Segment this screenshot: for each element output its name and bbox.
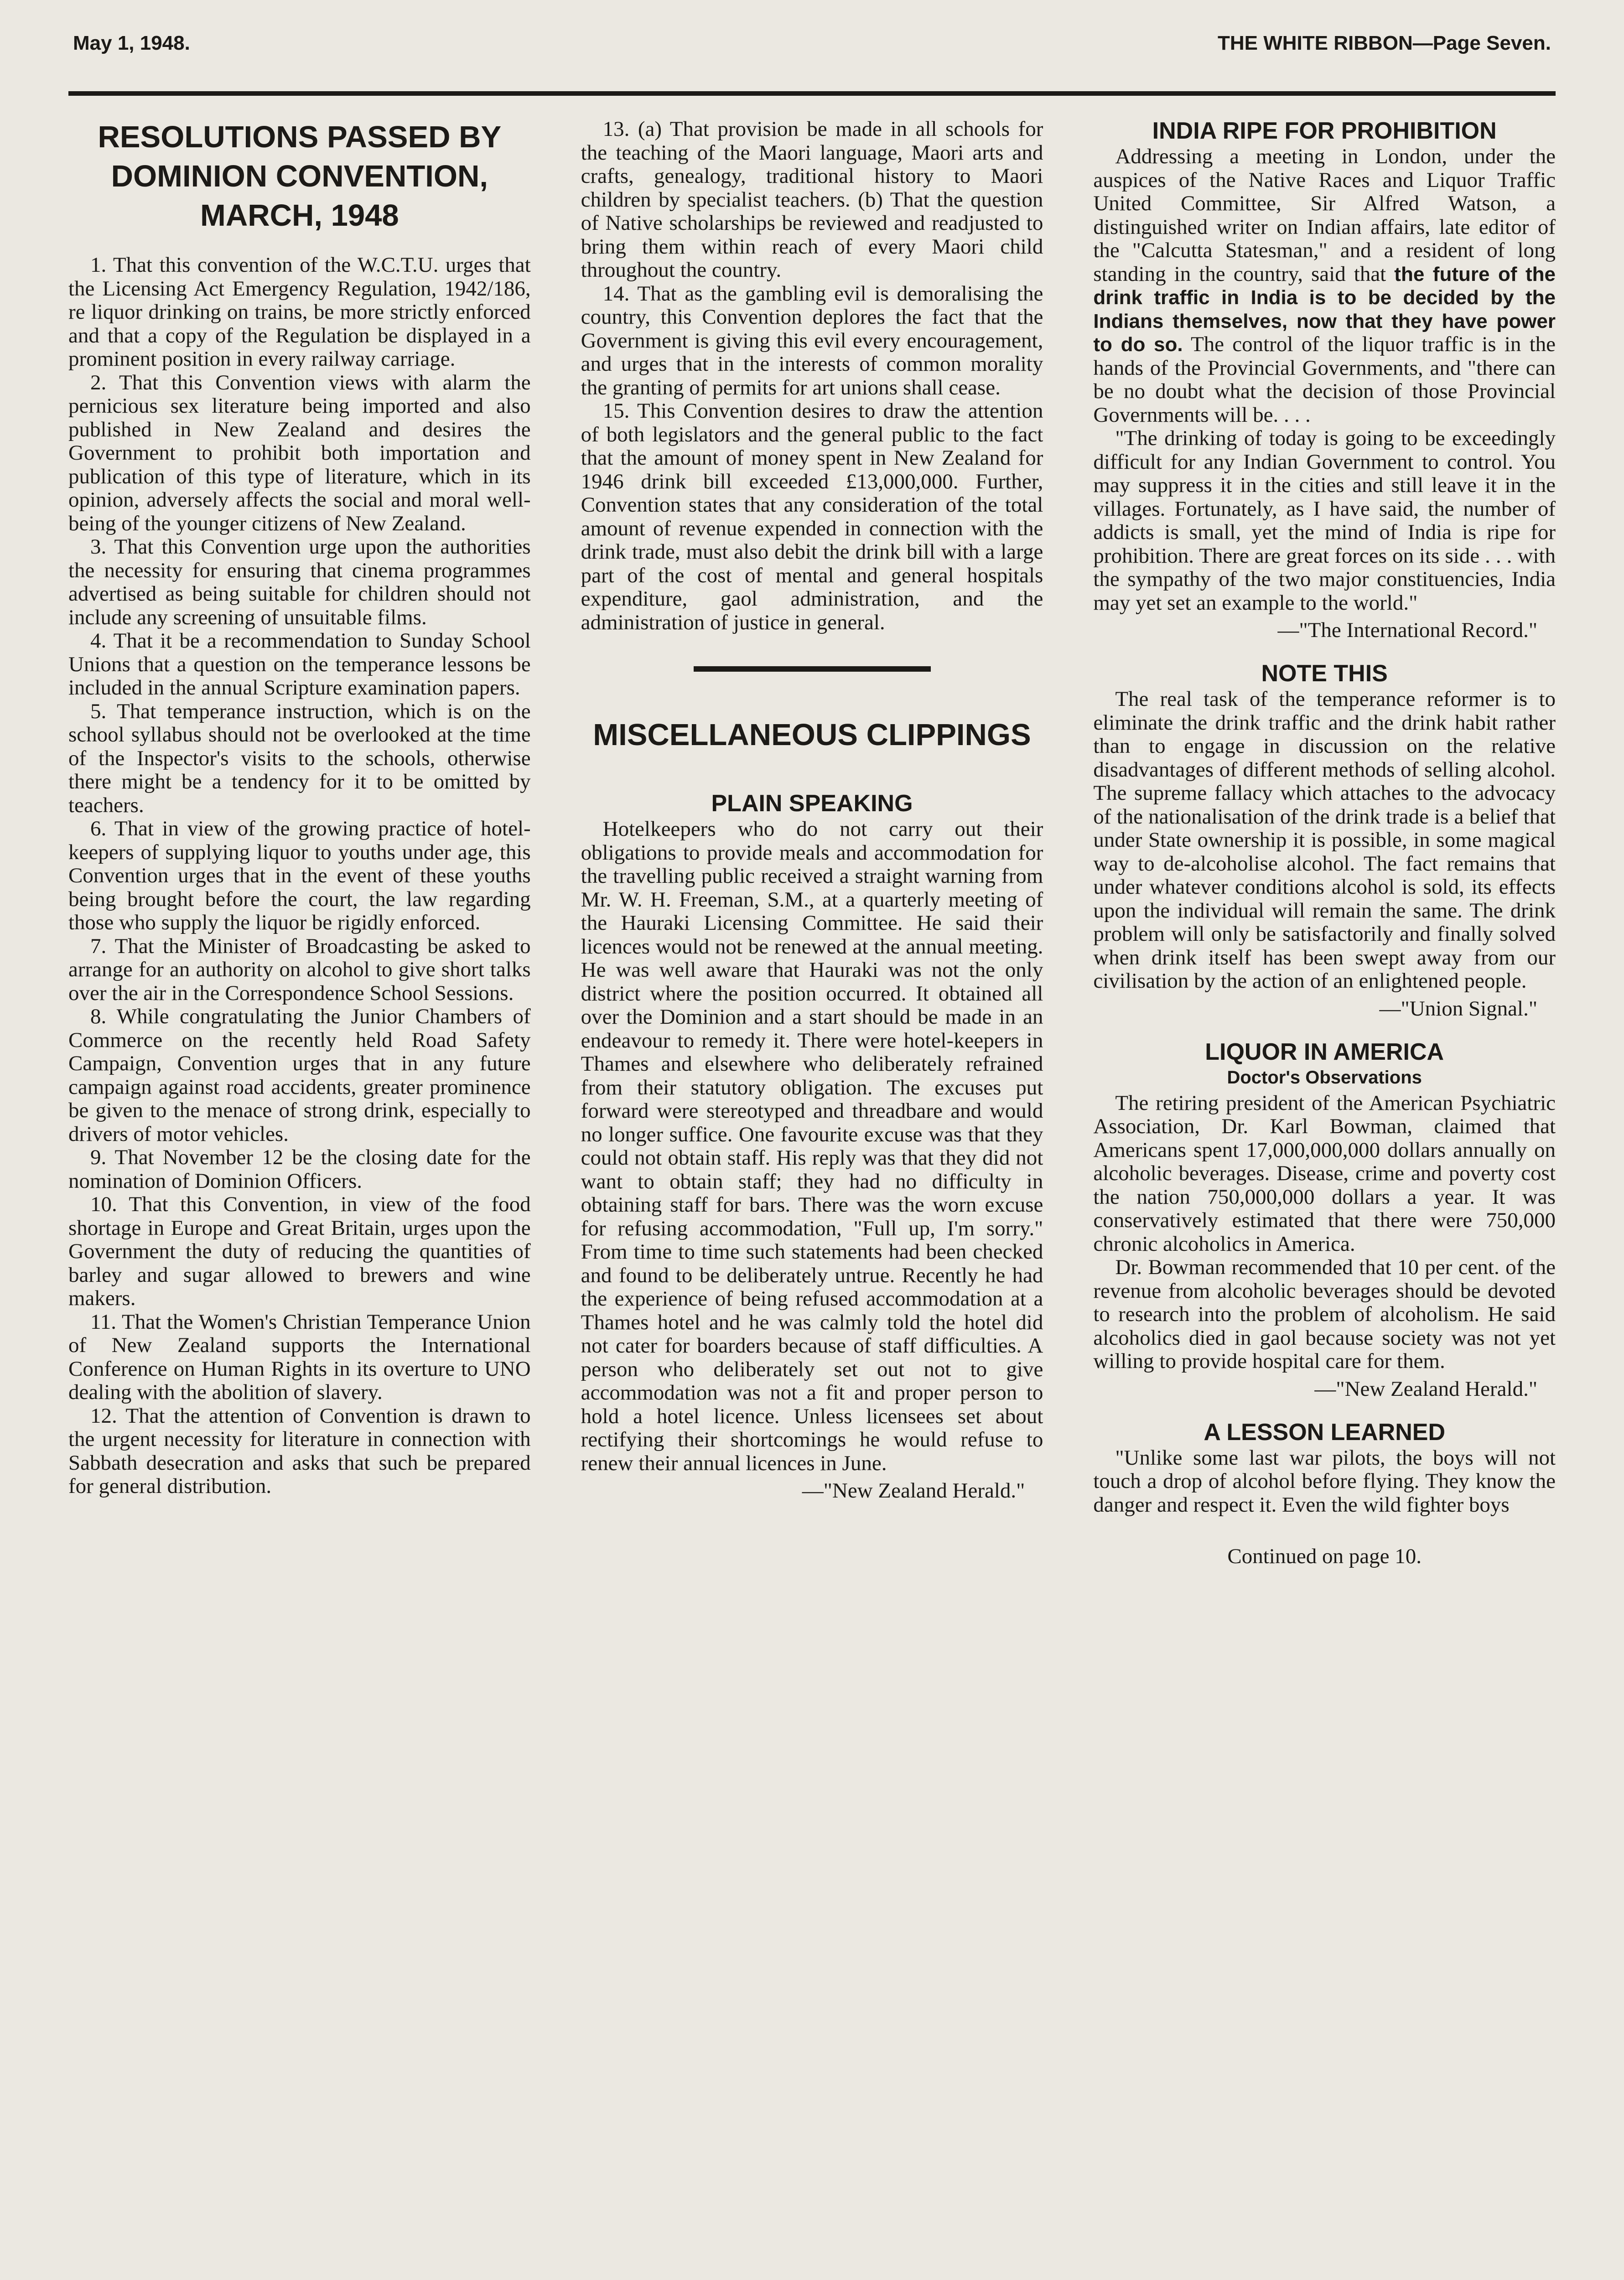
resolution-item: 5. That temperance instruction, which is on the school syllabus should not be overlooked at the time of the Inspector's visits to the schools, otherwise there might be a tendency for it to be omitted by teachers. — [68, 699, 531, 817]
india-paragraph-1 — [1093, 145, 1556, 427]
resolution-item: 1. That this convention of the W.C.T.U. urges that the Licensing Act Emergency Regulation, 1942/186, re liquor drinking on trains, be more strictly enforced and that a copy of the Regulation be displayed in a prominent position in every railway carriage. — [68, 253, 531, 371]
column-middle — [581, 118, 1043, 1569]
running-header — [68, 32, 1556, 64]
liquor-america-subheading: Doctor's Observations — [1227, 1067, 1422, 1088]
column-left — [68, 118, 531, 1569]
resolution-item: 12. That the attention of Convention is drawn to the urgent necessity for literature in connection with Sabbath desecration and asks that such be prepared for general distribution. — [68, 1404, 531, 1498]
india-paragraph-2: "The drinking of today is going to be exceedingly difficult for any Indian Government to control. You may suppress it in the cities and still leave it in the villages. Fortunately, as I have said, the number of addicts is small, yet the mind of India is ripe for prohibition. There are great forces on its side . . . with the sympathy of the two major constituencies, India may yet set an example to the world." — [1093, 426, 1556, 615]
india-text-before: Addressing a meeting in London, under the auspices of the Native Races and Liquor Traffic United Committee, Sir Alfred Watson, a distinguished writer on Indian affairs, late editor of the "Calcutta Statesman," and a resident of long standing in the country, said that — [1093, 145, 1556, 286]
india-credit: —"The International Record." — [1277, 618, 1538, 642]
resolution-item: 7. That the Minister of Broadcasting be asked to arrange for an authority on alcohol to give short talks over the air in the Correspondence School Sessions. — [68, 934, 531, 1005]
columns — [68, 118, 1556, 1569]
lesson-heading: A LESSON LEARNED — [1204, 1419, 1446, 1446]
note-this-credit: —"Union Signal." — [1379, 996, 1538, 1021]
resolution-item: 4. That it be a recommendation to Sunday School Unions that a question on the temperance lessons be included in the annual Scripture examination papers. — [68, 629, 531, 700]
resolutions-title: RESOLUTIONS PASSED BY DOMINION CONVENTION, MARCH, 1948 — [98, 120, 502, 233]
resolution-item: 9. That November 12 be the closing date for the nomination of Dominion Officers. — [68, 1145, 531, 1193]
issue-date: May 1, 1948. — [73, 32, 190, 54]
liquor-america-heading: LIQUOR IN AMERICA — [1205, 1038, 1444, 1065]
plain-speaking-credit: —"New Zealand Herald." — [802, 1479, 1025, 1503]
lesson-body: "Unlike some last war pilots, the boys will not touch a drop of alcohol before flying. They know the danger and respect it. Even the wild fighter boys — [1093, 1446, 1556, 1517]
resolution-item: 13. (a) That provision be made in all schools for the teaching of the Maori language, Maori arts and crafts, genealogy, traditional history to Maori children by specialist teachers. (b) That the question of Native scholarships be reviewed and readjusted to bring them within reach of every Maori child throughout the country. — [581, 117, 1043, 282]
resolution-item: 3. That this Convention urge upon the authorities the necessity for ensuring that cinema programmes advertised as being suitable for children should not include any screening of unsuitable films. — [68, 535, 531, 629]
liquor-america-p2: Dr. Bowman recommended that 10 per cent. of the revenue from alcoholic beverages should be devoted to research into the problem of alcoholism. He said alcoholics died in gaol because society was not yet willing to provide hospital care for them. — [1093, 1255, 1556, 1373]
continued-note: Continued on page 10. — [1227, 1544, 1422, 1568]
plain-speaking-heading: PLAIN SPEAKING — [711, 790, 913, 817]
resolution-item: 14. That as the gambling evil is demoralising the country, this Convention deplores the fact that the Government is giving this evil every encouragement, and urges that in the interests of common morality the granting of permits for art unions shall cease. — [581, 281, 1043, 399]
liquor-america-credit: —"New Zealand Herald." — [1314, 1377, 1538, 1401]
column-right — [1093, 118, 1556, 1569]
section-divider — [694, 666, 931, 672]
india-text-after: The control of the liquor traffic is in the hands of the Provincial Governments, and "there can be no doubt what the decision of those Provincial Governments will be. . . . — [1093, 332, 1556, 427]
resolution-item: 11. That the Women's Christian Temperance Union of New Zealand supports the International Conference on Human Rights in its overture to UNO dealing with the abolition of slavery. — [68, 1310, 531, 1404]
resolution-item: 2. That this Convention views with alarm the pernicious sex literature being imported and also published in New Zealand and desires the Government to prohibit both importation and publication of this type of literature, which in its opinion, adversely affects the social and moral well-being of the younger citizens of New Zealand. — [68, 370, 531, 535]
header-rule — [68, 91, 1556, 96]
resolution-item: 8. While congratulating the Junior Chambers of Commerce on the recently held Road Safety Campaign, Convention urges that in any future campaign against road accidents, greater prominence be given to the menace of strong drink, especially to drivers of motor vehicles. — [68, 1005, 531, 1146]
resolution-item: 6. That in view of the growing practice of hotel-keepers of supplying liquor to youths under age, this Convention urges that in the event of these youths being brought before the court, the law regarding those who supply the liquor be rigidly enforced. — [68, 817, 531, 934]
resolution-item: 15. This Convention desires to draw the attention of both legislators and the general public to the fact that the amount of money spent in New Zealand for 1946 drink bill exceeded £13,000,000. Further, Convention states that any consideration of the total amount of revenue expended in connection with the drink trade, must also debit the drink bill with a large part of the cost of mental and general hospitals expenditure, gaol administration, and the administration of justice in general. — [581, 399, 1043, 634]
plain-speaking-body: Hotelkeepers who do not carry out their obligations to provide meals and accommodation for the travelling public received a straight warning from Mr. W. H. Freeman, S.M., at a quarterly meeting of the Hauraki Licensing Committee. He said their licences would not be renewed at the annual meeting. He was well aware that Hauraki was not the only district where the position occurred. It obtained all over the Dominion and a start should be made in an endeavour to remedy it. There were hotel-keepers in Thames and elsewhere who deliberately refrained from their statutory obligation. The excuses put forward were stereotyped and threadbare and would no longer suffice. One favourite excuse was that they could not obtain staff. His reply was that they did not want to obtain staff; they had no difficulty in obtaining staff for bars. There was the worn excuse for refusing accommodation, "Full up, I'm sorry." From time to time such statements had been checked and found to be deliberately untrue. Recently he had the experience of being refused accommodation at a Thames hotel and he was calmly told the hotel did not cater for boarders because of staff difficulties. A person who deliberately set out not to give accommodation was not a fit and proper person to hold a hotel licence. Unless licensees set about rectifying their shortcomings he would refuse to renew their annual licences in June. — [581, 817, 1043, 1475]
liquor-america-p1: The retiring president of the American Psychiatric Association, Dr. Karl Bowman, claimed that Americans spent 17,000,000,000 dollars annually on alcoholic beverages. Disease, crime and poverty cost the nation 750,000,000 dollars a year. It was conservatively estimated that there were 750,000 chronic alcoholics in America. — [1093, 1091, 1556, 1256]
note-this-body: The real task of the temperance reformer is to eliminate the drink traffic and the drink habit rather than to engage in discussion on the relative disadvantages of different methods of selling alcohol. The supreme fallacy which attaches to the advocacy of the nationalisation of the drink trade is a belief that under State ownership it is possible, in some magical way to de-alcoholise alcohol. The fact remains that under whatever conditions alcohol is sold, its effects upon the individual will remain the same. The drink problem will only be satisfactorily and finally solved when drink itself has been swept away from our civilisation by the action of an enlightened people. — [1093, 687, 1556, 993]
india-heading: INDIA RIPE FOR PROHIBITION — [1152, 118, 1497, 144]
resolution-item: 10. That this Convention, in view of the food shortage in Europe and Great Britain, urges upon the Government the duty of reducing the quantities of barley and sugar allowed to brewers and wine makers. — [68, 1192, 531, 1310]
india-bold-quote: the future of the drink traffic in India is to be decided by the Indians themselves, now that they have power to do so. — [1093, 263, 1556, 356]
misc-title: MISCELLANEOUS CLIPPINGS — [593, 718, 1031, 752]
note-this-heading: NOTE THIS — [1261, 660, 1388, 687]
publication-page: THE WHITE RIBBON—Page Seven. — [1217, 32, 1551, 54]
